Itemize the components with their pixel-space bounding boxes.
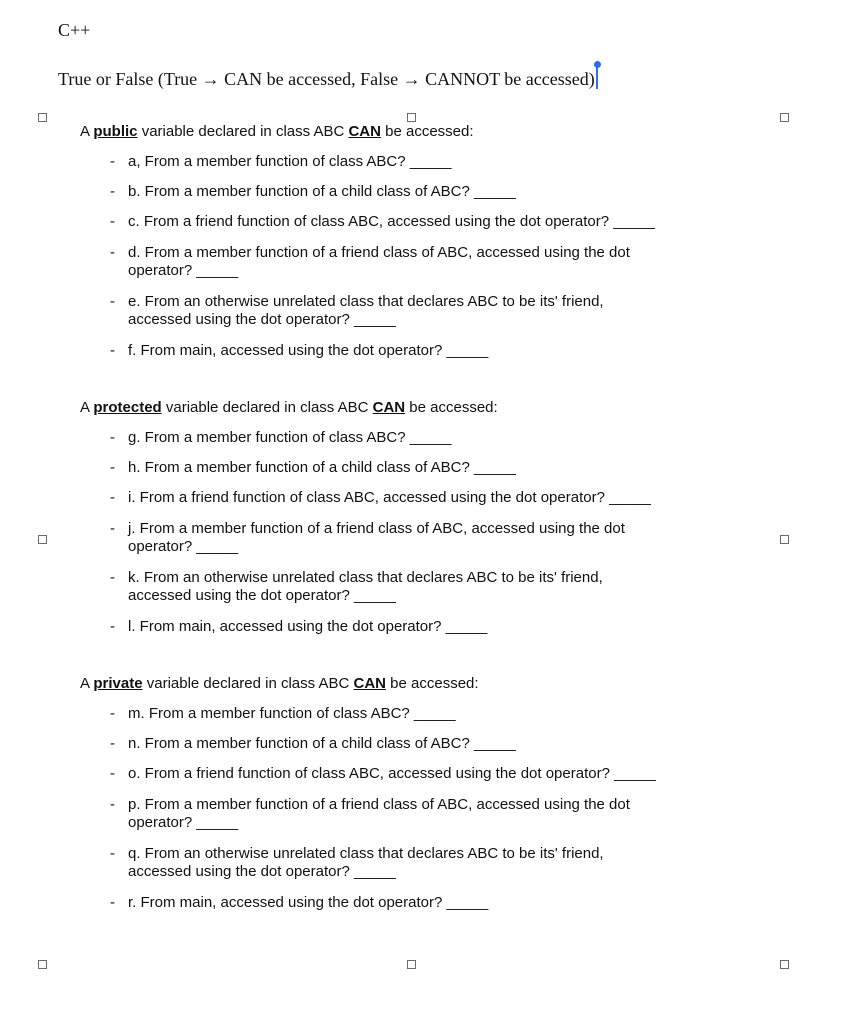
question-text-continued: operator? _____ <box>128 814 239 831</box>
instructions-heading[interactable] <box>58 67 598 90</box>
question-text: p. From a member function of a friend class of ABC, accessed using the dot <box>128 796 630 813</box>
dash-bullet: - <box>110 244 115 261</box>
dash-bullet: - <box>110 293 115 310</box>
keyword-can: CAN <box>372 399 406 416</box>
resize-handle-top-center[interactable] <box>407 113 416 122</box>
resize-handle-bottom-right[interactable] <box>780 960 789 969</box>
keyword-public: public <box>93 123 138 140</box>
question-text: a, From a member function of class ABC? _____ <box>128 153 452 170</box>
dash-bullet: - <box>110 183 115 200</box>
dash-bullet: - <box>110 569 115 586</box>
question-text-continued: accessed using the dot operator? _____ <box>128 311 396 328</box>
dash-bullet: - <box>110 520 115 537</box>
question-text-continued: accessed using the dot operator? _____ <box>128 863 396 880</box>
question-text: h. From a member function of a child class of ABC? _____ <box>128 459 516 476</box>
dash-bullet: - <box>110 342 115 359</box>
dash-bullet: - <box>110 429 115 446</box>
question-text: b. From a member function of a child class of ABC? _____ <box>128 183 516 200</box>
keyword-can: CAN <box>348 123 381 140</box>
resize-handle-bottom-center[interactable] <box>407 960 416 969</box>
question-text-continued: operator? _____ <box>128 538 239 555</box>
keyword-private: private <box>93 675 143 692</box>
question-text: g. From a member function of class ABC? _____ <box>128 429 452 446</box>
dash-bullet: - <box>110 459 115 476</box>
question-text: m. From a member function of class ABC? _____ <box>128 705 456 722</box>
keyword-can: CAN <box>353 675 386 692</box>
private-section-title: A private variable declared in class ABC CAN be accessed: <box>80 675 479 692</box>
question-text-continued: operator? _____ <box>128 262 239 279</box>
dash-bullet: - <box>110 618 115 635</box>
question-text: j. From a member function of a friend class of ABC, accessed using the dot <box>128 520 625 537</box>
dash-bullet: - <box>110 894 115 911</box>
question-text: q. From an otherwise unrelated class that declares ABC to be its' friend, <box>128 845 604 862</box>
public-section-title: A public variable declared in class ABC CAN be accessed: <box>80 123 474 140</box>
language-label: C++ <box>58 20 91 40</box>
instructions-text: True or False (True → CAN be accessed, False → CANNOT be accessed) <box>58 69 595 89</box>
private-section <box>80 674 720 924</box>
keyword-protected: protected <box>93 399 162 416</box>
resize-handle-middle-left[interactable] <box>38 535 47 544</box>
dash-bullet: - <box>110 765 115 782</box>
dash-bullet: - <box>110 153 115 170</box>
question-text-continued: accessed using the dot operator? _____ <box>128 587 396 604</box>
dash-bullet: - <box>110 213 115 230</box>
question-text: f. From main, accessed using the dot operator? _____ <box>128 342 489 359</box>
question-text: i. From a friend function of class ABC, accessed using the dot operator? _____ <box>128 489 651 506</box>
protected-section <box>80 398 720 648</box>
resize-handle-bottom-left[interactable] <box>38 960 47 969</box>
dash-bullet: - <box>110 489 115 506</box>
question-text: l. From main, accessed using the dot operator? _____ <box>128 618 488 635</box>
question-text: n. From a member function of a child class of ABC? _____ <box>128 735 516 752</box>
question-text: e. From an otherwise unrelated class that declares ABC to be its' friend, <box>128 293 604 310</box>
resize-handle-top-right[interactable] <box>780 113 789 122</box>
question-text: k. From an otherwise unrelated class that declares ABC to be its' friend, <box>128 569 603 586</box>
resize-handle-top-left[interactable] <box>38 113 47 122</box>
resize-handle-middle-right[interactable] <box>780 535 789 544</box>
question-text: c. From a friend function of class ABC, accessed using the dot operator? _____ <box>128 213 655 230</box>
dash-bullet: - <box>110 705 115 722</box>
text-cursor-handle[interactable] <box>596 67 598 89</box>
question-text: r. From main, accessed using the dot operator? _____ <box>128 894 489 911</box>
dash-bullet: - <box>110 845 115 862</box>
question-text: o. From a friend function of class ABC, accessed using the dot operator? _____ <box>128 765 656 782</box>
dash-bullet: - <box>110 735 115 752</box>
protected-section-title: A protected variable declared in class ABC CAN be accessed: <box>80 399 498 416</box>
question-text: d. From a member function of a friend class of ABC, accessed using the dot <box>128 244 630 261</box>
public-section <box>80 122 720 372</box>
dash-bullet: - <box>110 796 115 813</box>
